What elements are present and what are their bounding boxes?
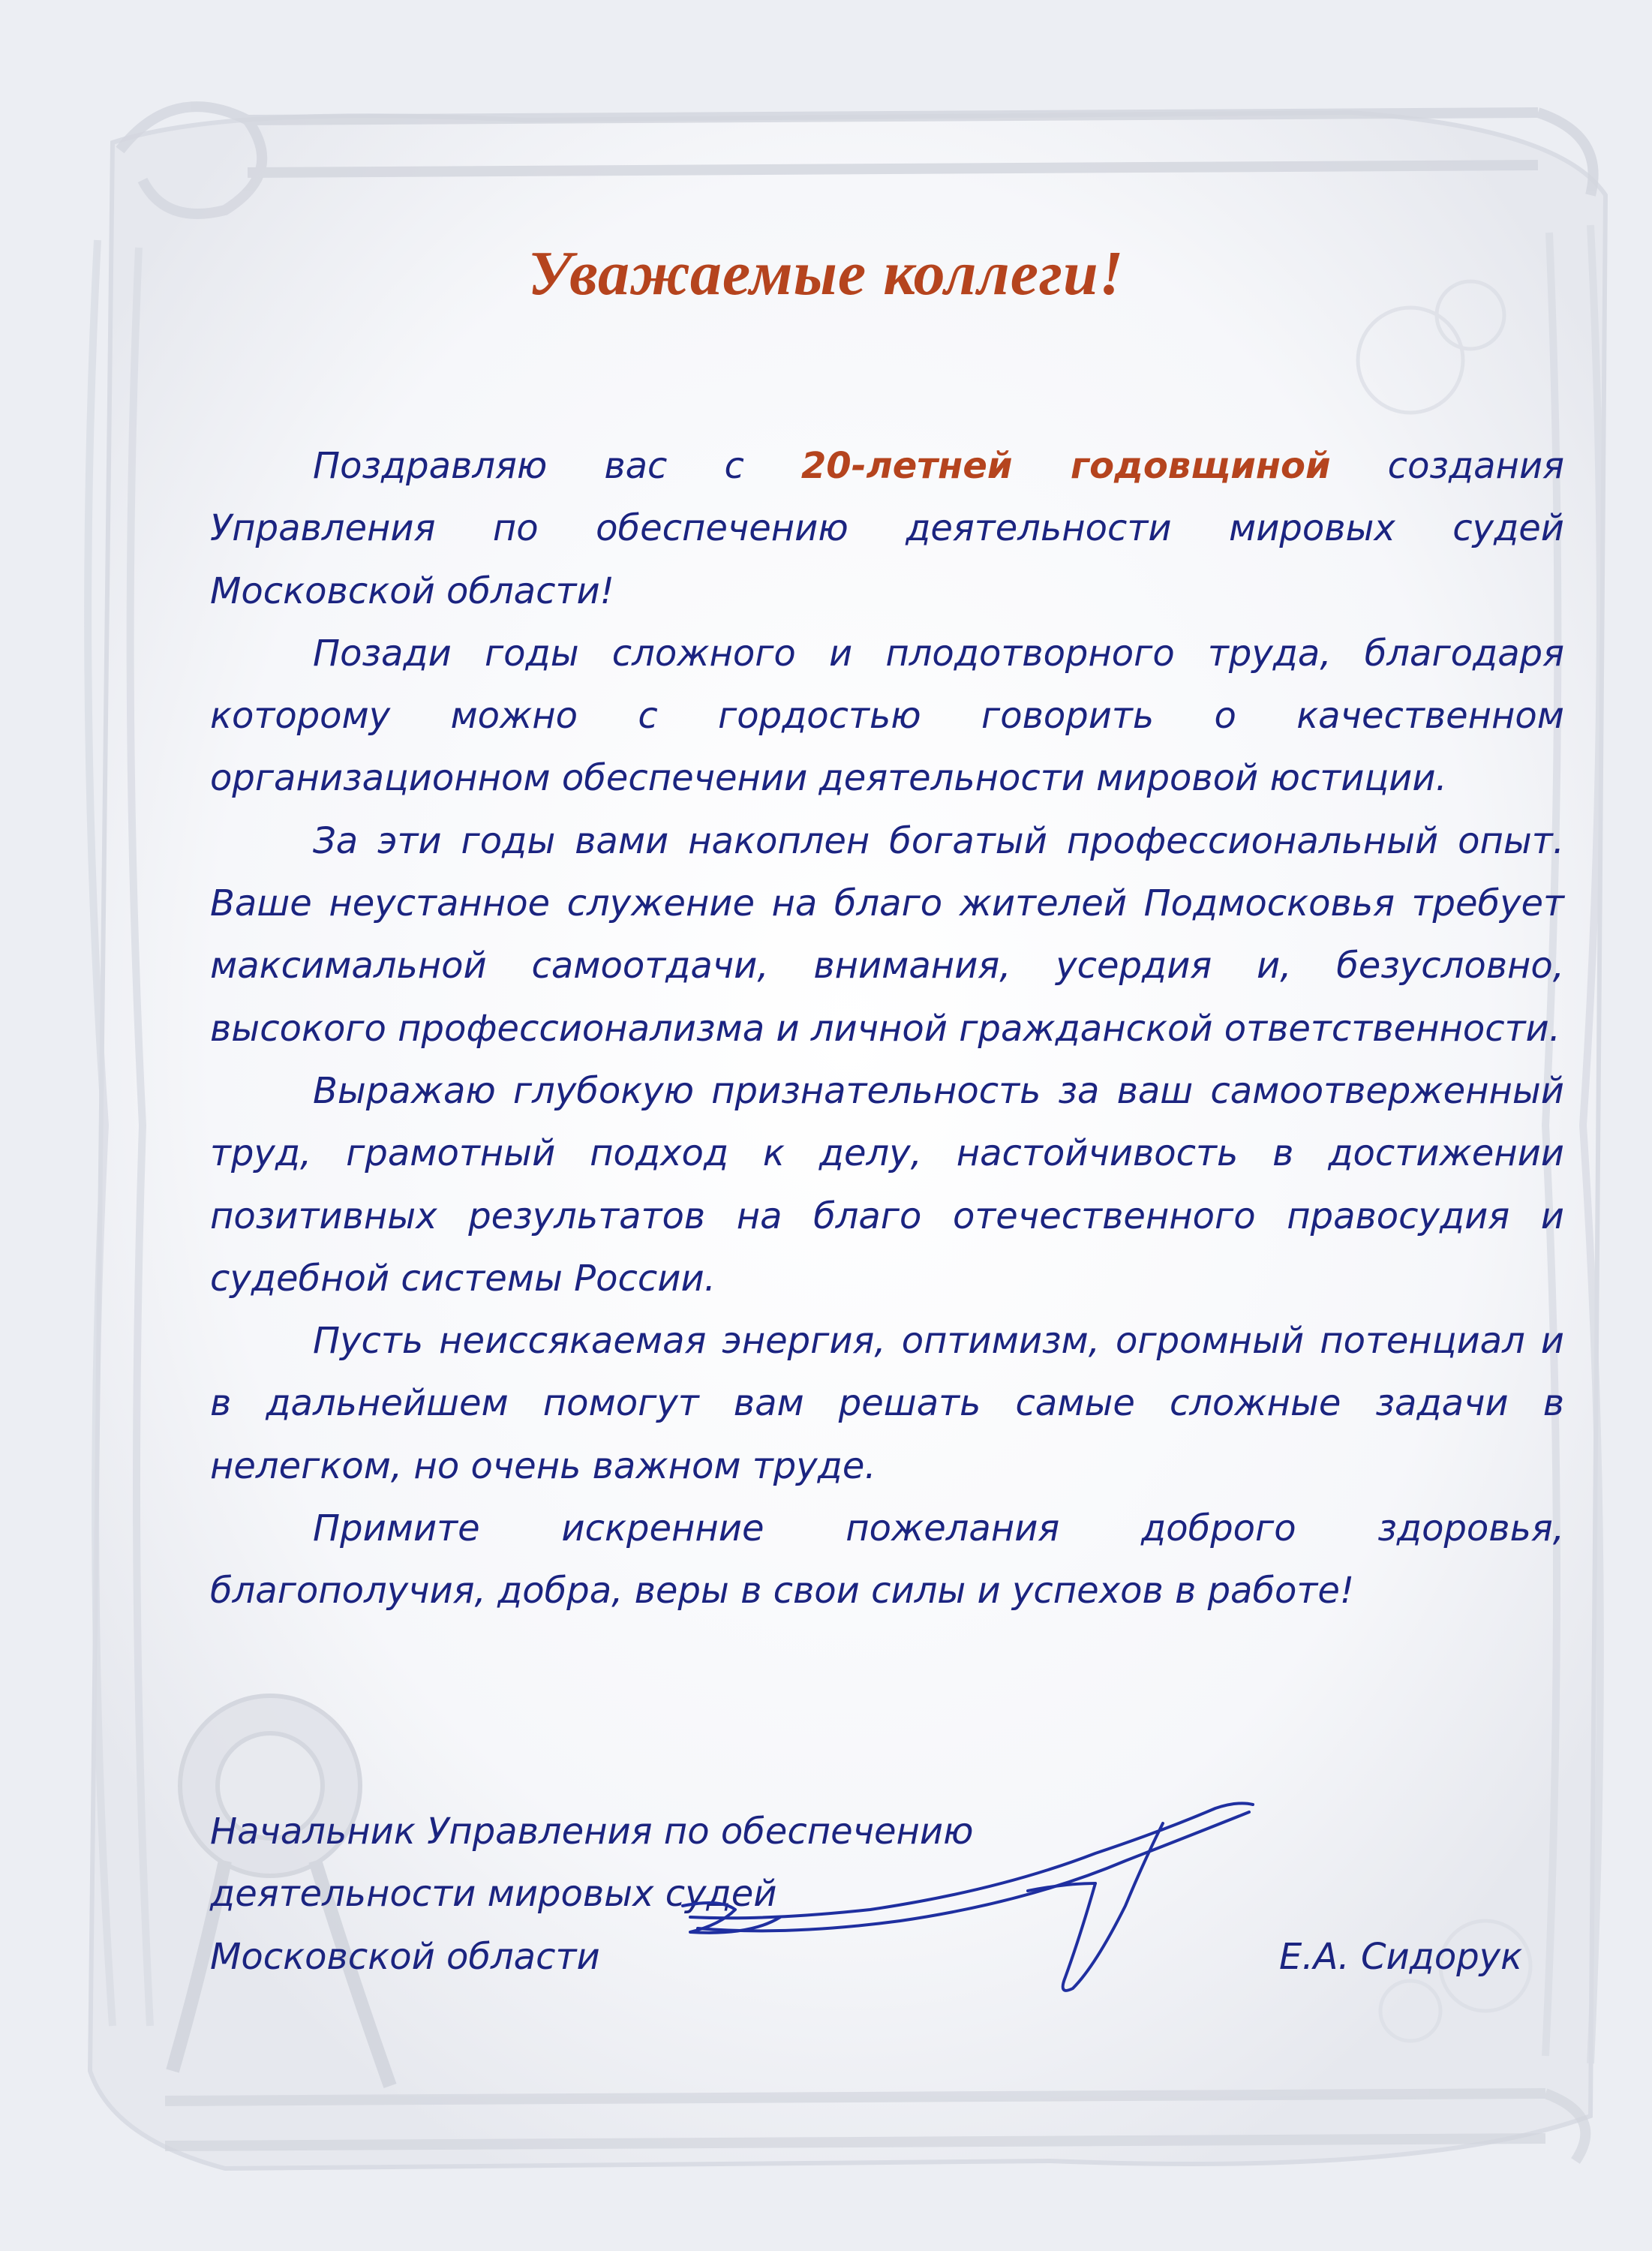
- letter-body: [210, 435, 1564, 1623]
- letter-title: Уважаемые коллеги!: [527, 239, 1125, 308]
- handwritten-signature: [675, 1771, 1290, 2011]
- signatory-name: Е.А. Сидорук: [1279, 1936, 1523, 1978]
- paragraph-experience: За эти годы вами накоплен богатый профессиональный опыт. Ваше неустанное служение на благо жителей Подмосковья требует максимальной самоотдачи, внимания, усердия и, безусловно, высокого профессионализма и личной гражданской ответственности.: [210, 819, 1564, 1050]
- paragraph-wishes-energy: Пусть неиссякаемая энергия, оптимизм, огромный потенциал и в дальнейшем помогут вам решать самые сложные задачи в нелегком, но очень важном труде.: [210, 1320, 1564, 1487]
- signatory-position-line-3: Московской области: [210, 1935, 600, 1978]
- paragraph-years-of-work: Позади годы сложного и плодотворного труда, благодаря которому можно с гордостью говорить о качественном организационном обеспечении деятельности мировой юстиции.: [210, 632, 1564, 800]
- paragraph-gratitude: Выражаю глубокую признательность за ваш самоотверженный труд, грамотный подход к делу, настойчивость в достижении позитивных результатов на благо отечественного правосудия и судебной системы России.: [210, 1069, 1564, 1300]
- signatory-position-line-2: деятельности мировых судей: [210, 1873, 777, 1916]
- anniversary-highlight: 20-летней годовщиной: [800, 445, 1331, 487]
- paragraph-congratulation: [210, 435, 1564, 623]
- paragraph-congratulation-start: Поздравляю вас с: [313, 445, 801, 487]
- signatory-position-line-1: Начальник Управления по обеспечению: [210, 1811, 974, 1853]
- paragraph-congratulation-end: создания Управления по обеспечению деятельности мировых судей Московской области!: [210, 445, 1565, 612]
- paragraph-wishes-health: Примите искренние пожелания доброго здоровья, благополучия, добра, веры в свои силы и успехов в работе!: [210, 1507, 1564, 1612]
